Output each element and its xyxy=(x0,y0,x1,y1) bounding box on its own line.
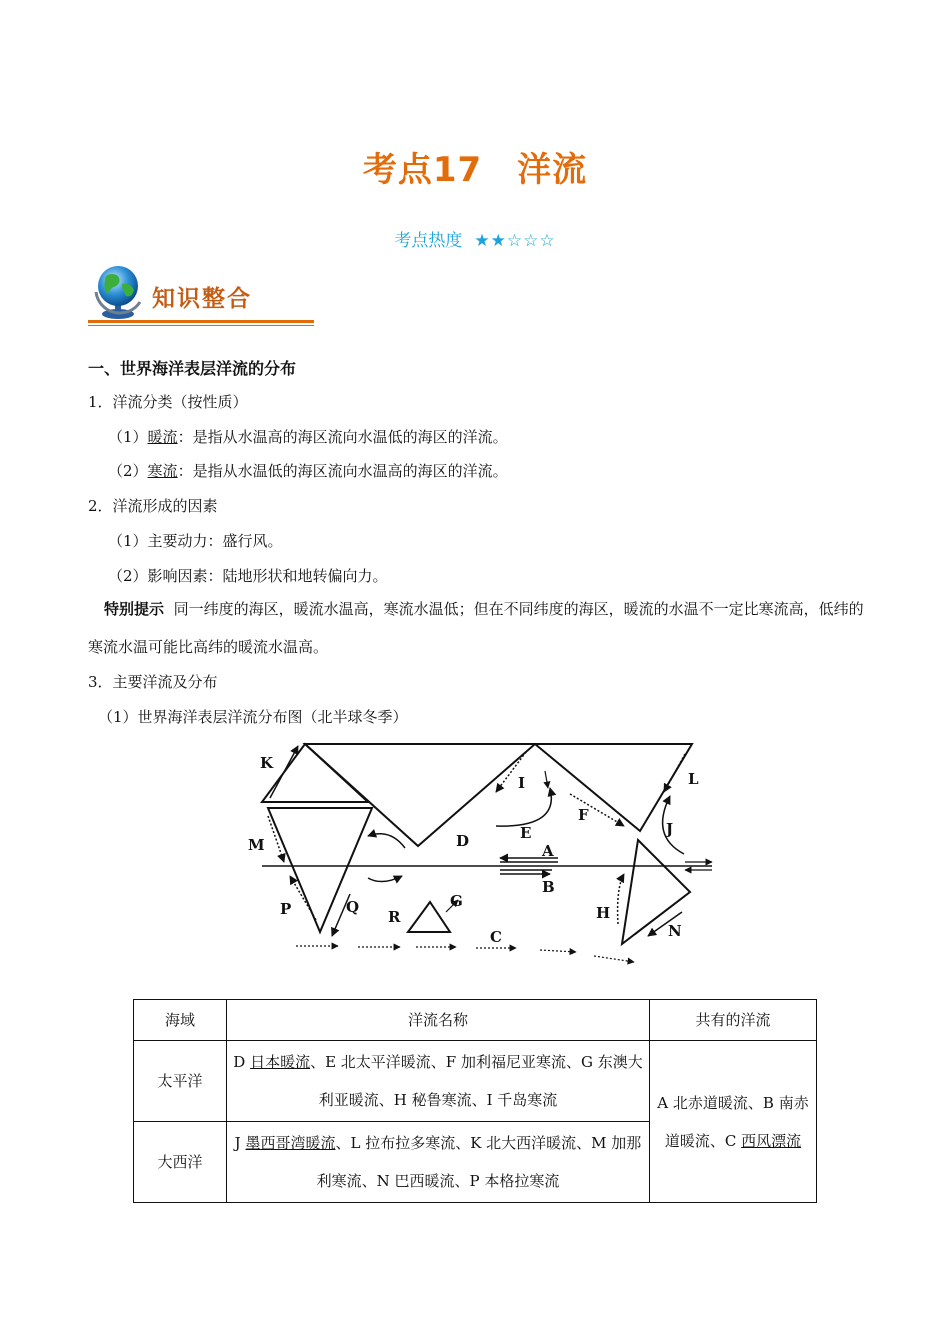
point-2: 2．洋流形成的因素 xyxy=(88,497,218,515)
point-1b-text: ：是指从水温低的海区流向水温高的海区的洋流。 xyxy=(177,462,508,480)
atlantic-j-prefix: J xyxy=(234,1134,246,1152)
point-1a-text: ：是指从水温高的海区流向水温低的海区的洋流。 xyxy=(177,428,508,446)
label-D: D xyxy=(456,832,470,850)
label-F: F xyxy=(578,806,589,824)
atlantic-j-name: 墨西哥湾暖流 xyxy=(245,1134,336,1152)
ocean-current-table xyxy=(133,999,817,1203)
label-G: G xyxy=(450,892,463,910)
ocean-current-map xyxy=(250,736,720,966)
heat-stars: ★★☆☆☆ xyxy=(474,231,556,251)
atlantic-rest: 、L 拉布拉多寒流、K 北大西洋暖流、M 加那利寒流、N 巴西暖流、P 本格拉寒流 xyxy=(316,1134,642,1190)
label-H: H xyxy=(596,904,611,922)
header-current-names: 洋流名称 xyxy=(227,1000,650,1041)
label-M: M xyxy=(248,836,265,854)
point-1a-prefix: （1） xyxy=(108,428,148,446)
label-C: C xyxy=(490,928,502,946)
label-K: K xyxy=(260,754,274,772)
tip-text: 同一纬度的海区，暖流水温高，寒流水温低；但在不同纬度的海区，暖流的水温不一定比寒流高，低纬的寒流水温可能比高纬的暖流水温高。 xyxy=(88,600,864,656)
heat-rating xyxy=(0,226,950,251)
label-I: I xyxy=(518,774,526,792)
header-shared: 共有的洋流 xyxy=(650,1000,817,1041)
cell-pacific: 太平洋 xyxy=(134,1041,227,1122)
cell-atlantic-currents xyxy=(227,1122,650,1203)
label-Q: Q xyxy=(346,898,360,916)
banner-title: 知识整合 xyxy=(152,286,252,312)
point-3: 3．主要洋流及分布 xyxy=(88,673,218,691)
label-N: N xyxy=(668,922,682,940)
point-1: 1．洋流分类（按性质） xyxy=(88,393,248,411)
label-L: L xyxy=(688,770,699,788)
special-tip xyxy=(88,590,864,666)
label-R: R xyxy=(388,908,401,926)
banner-underline xyxy=(88,320,314,323)
cell-atlantic: 大西洋 xyxy=(134,1122,227,1203)
term-warm-current: 暖流 xyxy=(147,428,178,446)
point-2b: （2）影响因素：陆地形状和地转偏向力。 xyxy=(108,567,388,585)
label-J: J xyxy=(666,820,674,838)
heat-label: 考点热度 xyxy=(394,231,463,251)
label-E: E xyxy=(520,824,532,842)
table-row-pacific xyxy=(134,1041,817,1122)
banner-underline-thin xyxy=(88,325,314,326)
header-sea: 海域 xyxy=(134,1000,227,1041)
label-P: P xyxy=(280,900,292,918)
section-heading: 一、世界海洋表层洋流的分布 xyxy=(88,359,297,378)
cell-pacific-currents xyxy=(227,1041,650,1122)
point-1a xyxy=(108,427,508,447)
cell-shared-currents xyxy=(650,1041,817,1203)
point-1b xyxy=(108,461,508,481)
pacific-d-name: 日本暖流 xyxy=(250,1053,311,1071)
label-B: B xyxy=(542,878,555,896)
point-3a: （1）世界海洋表层洋流分布图（北半球冬季） xyxy=(98,708,408,726)
pacific-d-prefix: D xyxy=(233,1053,251,1071)
shared-c-name: 西风漂流 xyxy=(741,1131,802,1150)
term-cold-current: 寒流 xyxy=(147,462,178,480)
label-A: A xyxy=(542,842,554,860)
point-2a: （1）主要动力：盛行风。 xyxy=(108,532,283,550)
table-header-row xyxy=(134,1000,817,1041)
tip-label: 特别提示 xyxy=(104,600,165,618)
pacific-rest: 、E 北太平洋暖流、F 加利福尼亚寒流、G 东澳大利亚暖流、H 秘鲁寒流、I 千岛寒流 xyxy=(310,1053,643,1109)
shared-text: A 北赤道暖流、B 南赤道暖流、C xyxy=(657,1093,809,1150)
point-1b-prefix: （2） xyxy=(108,462,148,480)
page-title: 考点17 洋流 xyxy=(362,150,588,190)
